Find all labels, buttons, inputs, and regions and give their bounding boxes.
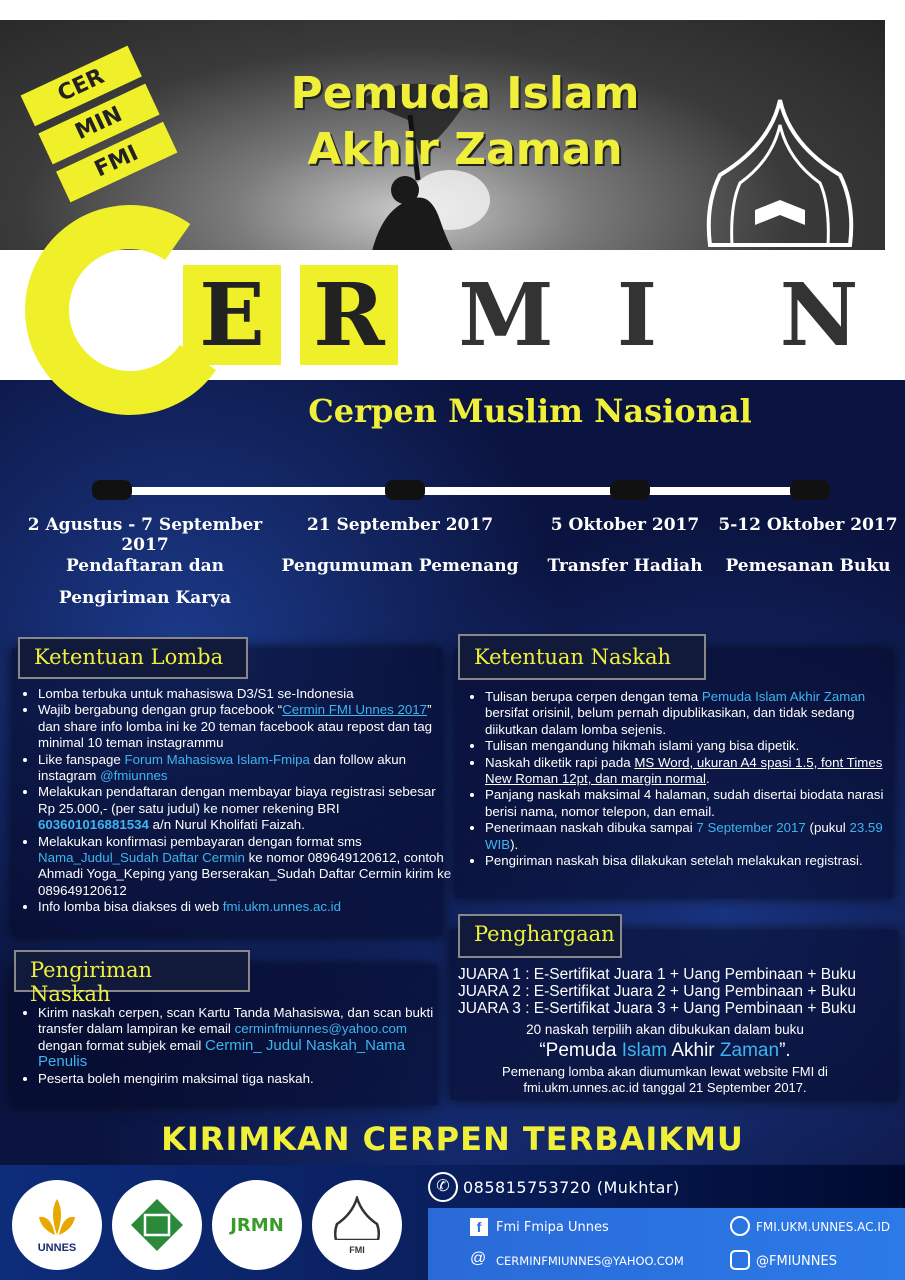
subtitle: Cerpen Muslim Nasional — [308, 392, 752, 430]
text: Melakukan konfirmasi pembayaran dengan format sms — [38, 833, 362, 849]
instagram-footer[interactable]: @FMIUNNES — [756, 1254, 837, 1269]
dome-book-icon — [700, 95, 860, 255]
pengiriman-naskah-title: Pengiriman Naskah — [14, 950, 250, 992]
text: bersifat orisinil, belum pernah dipublikasikan, dan tidak sedang diikutkan dalam lomba sejenis. — [485, 705, 855, 737]
cermin-letter-n: N — [770, 265, 868, 365]
hero-top-border — [0, 0, 905, 20]
text: Panjang naskah maksimal 4 halaman, sudah disertai biodata narasi berisi nama, nomor telepon, dan email. — [485, 787, 884, 819]
juara-2: JUARA 2 : E-Sertifikat Juara 2 + Uang Pembinaan + Buku — [458, 983, 857, 1000]
instagram-icon — [730, 1250, 750, 1270]
website-footer[interactable]: FMI.UKM.UNNES.AC.ID — [756, 1220, 891, 1234]
text: Akhir — [667, 1040, 720, 1061]
phone-number: 085815753720 (Mukhtar) — [463, 1178, 680, 1197]
text: Peserta boleh mengirim maksimal tiga naskah. — [38, 1070, 314, 1086]
timeline-label-1 — [10, 550, 280, 614]
timeline-label-3: Transfer Hadiah — [547, 556, 703, 576]
list-item — [38, 1071, 448, 1087]
cermin-letter-r: R — [300, 265, 398, 365]
list-item — [38, 686, 453, 702]
ketentuan-naskah-list — [463, 689, 900, 869]
deadline-date: 7 September 2017 — [696, 820, 806, 836]
text: Kirim naskah cerpen, scan Kartu Tanda Mahasiswa, dan scan bukti transfer dalam lampiran ke email — [38, 1005, 434, 1037]
logo-line-1: CER — [21, 46, 142, 127]
phone-icon: ✆ — [428, 1172, 458, 1202]
list-item — [38, 1005, 448, 1071]
ketentuan-lomba-list — [16, 686, 453, 916]
instagram-handle: @fmiunnes — [100, 768, 168, 784]
list-item — [38, 834, 453, 900]
timeline-dot — [610, 480, 650, 500]
text: Melakukan pendaftaran dengan membayar biaya registrasi sebesar Rp 25.000,- (per satu judul) ke nomer rekening BRI — [38, 784, 436, 816]
list-item — [485, 787, 900, 820]
call-to-action: KIRIMKAN CERPEN TERBAIKMU — [161, 1120, 744, 1158]
timeline-bar — [95, 487, 825, 495]
email-footer[interactable]: CERMINFMIUNNES@YAHOO.COM — [496, 1254, 684, 1268]
facebook-group-link[interactable]: Cermin FMI Unnes 2017 — [282, 702, 428, 718]
logo-line-3: FMI — [56, 122, 177, 203]
ketentuan-naskah-title: Ketentuan Naskah — [458, 634, 706, 680]
ketentuan-lomba-title: Ketentuan Lomba — [18, 637, 248, 679]
timeline-date-2: 21 September 2017 — [306, 515, 494, 535]
text: ” dan share info lomba ini ke 20 teman facebook atau repost dan tag minimal 10 teman instagrammu — [38, 702, 432, 751]
website-link[interactable]: fmi.ukm.unnes.ac.id — [222, 899, 342, 915]
list-item — [485, 820, 900, 853]
timeline-date-1: 2 Agustus - 7 September 2017 — [27, 515, 263, 555]
sms-format: Nama_Judul_Sudah Daftar Cermin — [38, 850, 245, 866]
ukki-logo — [112, 1180, 202, 1270]
list-item-text: Lomba terbuka untuk mahasiswa D3/S1 se-Indonesia — [38, 686, 354, 701]
list-item — [485, 689, 900, 738]
timeline-label-1a: Pendaftaran dan — [65, 556, 225, 576]
fanspage-name: Forum Mahasiswa Islam-Fmipa — [124, 751, 310, 767]
deadline-time: 23.59 WIB — [485, 820, 883, 852]
text: Pengiriman naskah bisa dilakukan setelah melakukan registrasi. — [485, 853, 863, 869]
juara-1: JUARA 1 : E-Sertifikat Juara 1 + Uang Pembinaan + Buku — [458, 966, 857, 983]
timeline-label-1b: Pengiriman Karya — [58, 588, 232, 608]
text: Info lomba bisa diakses di web — [38, 899, 223, 915]
cermin-letter-i: I — [588, 265, 686, 365]
timeline-label-4: Pemesanan Buku — [725, 556, 891, 576]
book-note: 20 naskah terpilih akan dibukukan dalam buku — [526, 1022, 804, 1037]
jrmn-logo-text: JRMN — [230, 1214, 284, 1236]
hero-right-border — [885, 0, 905, 250]
timeline-dot — [92, 480, 132, 500]
jrmn-logo — [212, 1180, 302, 1270]
facebook-icon: f — [470, 1218, 488, 1236]
juara-3: JUARA 3 : E-Sertifikat Juara 3 + Uang Pembinaan + Buku — [458, 1000, 857, 1017]
timeline-date-4: 5-12 Oktober 2017 — [718, 515, 898, 535]
unnes-logo — [12, 1180, 102, 1270]
facebook-page[interactable]: Fmi Fmipa Unnes — [496, 1220, 609, 1235]
unnes-emblem-icon — [35, 1197, 79, 1237]
timeline-label-2: Pengumuman Pemenang — [281, 556, 519, 576]
footer-contact-panel — [428, 1208, 905, 1280]
list-item — [38, 752, 453, 785]
list-item — [485, 755, 900, 788]
text: Tulisan berupa cerpen dengan tema — [485, 689, 702, 704]
email-subject-format: Cermin_ Judul Naskah_Nama Penulis — [38, 1036, 406, 1071]
fmi-logo — [312, 1180, 402, 1270]
text: ”. — [779, 1040, 791, 1061]
at-icon: @ — [470, 1250, 487, 1267]
announcement: Pemenang lomba akan diumumkan lewat website FMI di fmi.ukm.unnes.ac.id tanggal 21 September 2017. — [502, 1064, 828, 1095]
text: dengan format subjek email — [38, 1037, 206, 1053]
logo-line-2: MIN — [38, 84, 159, 165]
list-item — [485, 738, 900, 754]
timeline-date-3: 5 Oktober 2017 — [550, 515, 700, 535]
account-number: 603601016881534 — [38, 817, 149, 833]
format-spec: MS Word, ukuran A4 spasi 1.5, font Times New Roman 12pt, dan margin normal — [485, 754, 883, 787]
text: Tulisan mengandung hikmah islami yang bisa dipetik. — [485, 738, 800, 754]
text: Islam — [621, 1040, 668, 1061]
text: dan follow akun instagram — [38, 751, 407, 784]
text: Penerimaan naskah dibuka sampai — [485, 820, 697, 836]
list-item — [38, 702, 453, 751]
text: ke nomor 089649120612, contoh Ahmadi Yoga_Keping yang Berserakan_Sudah Daftar Cermin kirim ke 089649120612 — [38, 850, 452, 898]
unnes-logo-text: UNNES — [37, 1241, 77, 1254]
fmi-logo-text: FMI — [349, 1244, 365, 1255]
text: Wajib bergabung dengan grup facebook “ — [38, 702, 283, 718]
text: Like fanspage — [38, 751, 125, 767]
globe-icon — [730, 1216, 750, 1236]
text: ). — [510, 836, 519, 852]
list-item — [485, 853, 900, 869]
list-item — [38, 899, 453, 915]
timeline-dot — [385, 480, 425, 500]
theme: Pemuda Islam Akhir Zaman — [701, 689, 866, 704]
cermin-letter-e: E — [183, 265, 281, 365]
juara-list — [458, 966, 898, 1017]
text: Naskah diketik rapi pada — [485, 754, 635, 770]
penghargaan-title: Penghargaan — [458, 914, 622, 958]
timeline-dot — [790, 480, 830, 500]
text: (pukul — [805, 820, 850, 836]
ukki-emblem-icon — [127, 1195, 187, 1255]
text: a/n Nurul Kholifati Faizah. — [148, 817, 305, 833]
cermin-letter-m: M — [458, 264, 554, 366]
pengiriman-naskah-list — [16, 1005, 448, 1087]
text: . — [705, 771, 710, 787]
email-link[interactable]: cerminfmiunnes@yahoo.com — [234, 1021, 407, 1037]
list-item — [38, 784, 453, 833]
text: “Pemuda — [539, 1040, 622, 1061]
title-line-1: Pemuda Islam — [290, 68, 640, 119]
title-line-2: Akhir Zaman — [307, 124, 623, 175]
book-title — [455, 1040, 875, 1062]
fmi-dome-icon — [332, 1196, 382, 1240]
text: Zaman — [719, 1040, 780, 1061]
